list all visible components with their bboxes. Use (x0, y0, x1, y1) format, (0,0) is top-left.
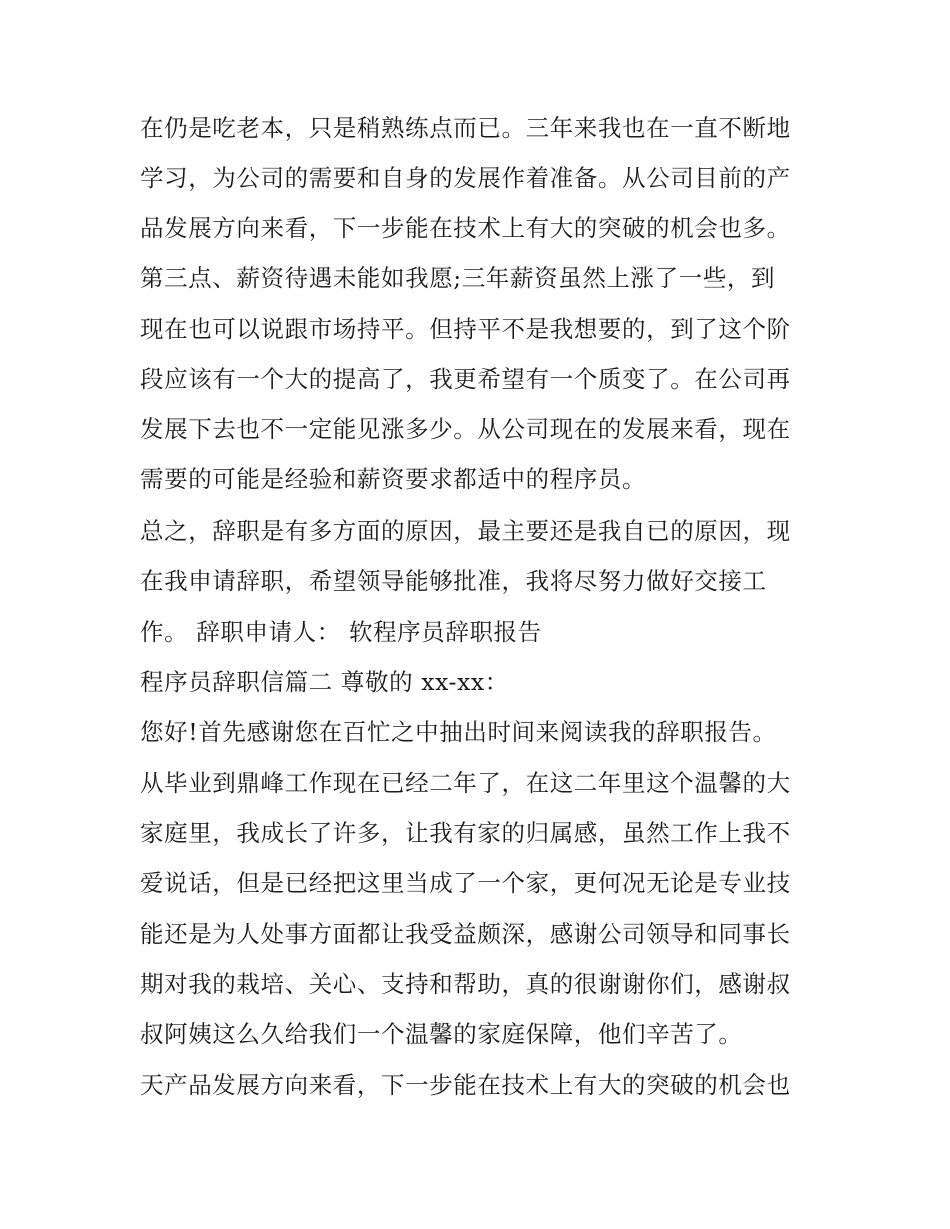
text-line: 叔阿姨这么久给我们一个温馨的家庭保障，他们辛苦了。 (140, 1020, 743, 1048)
text-line: 段应该有一个大的提高了，我更希望有一个质变了。在公司再 (140, 365, 791, 393)
text-line: 从毕业到鼎峰工作现在已经二年了，在这二年里这个温馨的大 (140, 769, 791, 797)
text-line: 天产品发展方向来看，下一步能在技术上有大的突破的机会也 (140, 1071, 791, 1099)
text-line: 现在也可以说跟市场持平。但持平不是我想要的，到了这个阶 (140, 315, 791, 343)
text-line: 您好!首先感谢您在百忙之中抽出时间来阅读我的辞职报告。 (140, 718, 777, 746)
text-line: 作。 辞职申请人： 软程序员辞职报告 (140, 618, 542, 646)
text-line: 在仍是吃老本，只是稍熟练点而已。三年来我也在一直不断地 (140, 114, 791, 142)
text-line: 在我申请辞职，希望领导能够批准，我将尽努力做好交接工 (140, 567, 767, 595)
text-line: 期对我的栽培、关心、支持和帮助，真的很谢谢你们，感谢叔 (140, 970, 791, 998)
text-line: 总之，辞职是有多方面的原因，最主要还是我自已的原因，现 (140, 517, 791, 545)
text-line: 发展下去也不一定能见涨多少。从公司现在的发展来看，现在 (140, 415, 791, 443)
text-line: 第三点、薪资待遇未能如我愿;三年薪资虽然上涨了一些，到 (140, 264, 776, 292)
text-line: 需要的可能是经验和薪资要求都适中的程序员。 (140, 465, 647, 493)
text-line: 学习，为公司的需要和自身的发展作着准备。从公司目前的产 (140, 164, 791, 192)
text-line: 爱说话，但是已经把这里当成了一个家，更何况无论是专业技 (140, 869, 791, 897)
text-line: 品发展方向来看，下一步能在技术上有大的突破的机会也多。 (140, 214, 791, 242)
section-heading: 程序员辞职信篇二 尊敬的 xx-xx： (140, 668, 509, 696)
text-line: 家庭里，我成长了许多，让我有家的归属感，虽然工作上我不 (140, 819, 791, 847)
text-line: 能还是为人处事方面都让我受益颇深，感谢公司领导和同事长 (140, 920, 791, 948)
